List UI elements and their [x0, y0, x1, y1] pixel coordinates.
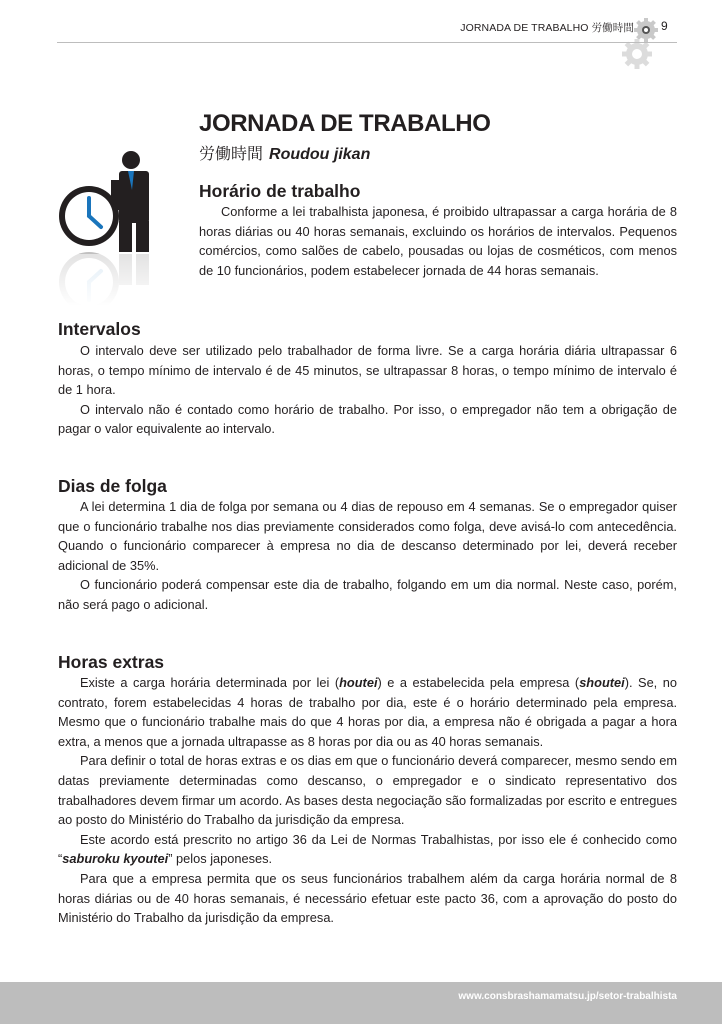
paragraph: O intervalo não é contado como horário de trabalho. Por isso, o empregador não tem a obrigação de pagar o valor equivalente ao intervalo.	[58, 401, 677, 437]
worker-clock-icon	[55, 150, 155, 306]
chapter-subtitle	[199, 141, 370, 164]
chapter-title: JORNADA DE TRABALHO	[199, 110, 491, 137]
section-body-intervalos	[58, 341, 677, 439]
section-body-folga	[58, 497, 677, 615]
term-shoutei: shoutei	[579, 675, 625, 690]
term-saburoku-kyoutei: saburoku kyoutei	[62, 851, 169, 867]
paragraph: Para que a empresa permita que os seus funcionários trabalhem além da carga horária normal de 8 horas diárias ou de 40 horas semanais, é necessário efetuar este pacto 36, com a aprovação do posto do Ministério do Trabalho da jurisdição da empresa.	[58, 870, 677, 926]
paragraph: Conforme a lei trabalhista japonesa, é proibido ultrapassar a carga horária de 8 horas diárias ou 40 horas semanais, excluindo os horários de intervalos. Pequenos comércios, como salões de cabelo, pousadas ou lojas de cosméticos, com menos de 10 funcionários, podem estabelecer jornada de 44 horas semanais.	[199, 204, 677, 278]
page-number: 9	[661, 19, 668, 33]
section-body-extras	[58, 673, 677, 928]
paragraph: Este acordo está prescrito no artigo 36 da Lei de Normas Trabalhistas, por isso ele é conhecido como “saburoku kyoutei” pelos japoneses.	[58, 831, 677, 867]
footer-bar	[0, 982, 722, 1024]
header-divider	[57, 42, 677, 43]
paragraph: O funcionário poderá compensar este dia de trabalho, folgando em um dia normal. Neste caso, porém, não será pago o adicional.	[58, 577, 677, 612]
section-heading-intervalos: Intervalos	[58, 319, 141, 339]
paragraph: Existe a carga horária determinada por lei (houtei) e a estabelecida pela empresa (shoutei). Se, no contrato, forem estabelecidas 4 horas de trabalho por dia, este é o horário determinado pela empresa. Mesmo que o funcionário trabalhe mais do que 4 horas por dia, a empresa não é obrigada a pagar a hora extra, a menos que a jornada ultrapasse as 8 horas por dia ou as 40 horas semanais.	[58, 675, 677, 749]
paragraph: A lei determina 1 dia de folga por semana ou 4 dias de repouso em 4 semanas. Se o empregador quiser que o funcionário trabalhe nos dias previamente considerados como folga, deve avisá-lo com antecedência. Quando o funcionário comparecer à empresa no dia de descanso determinado por lei, deverá receber adicional de 35%.	[58, 499, 677, 573]
footer-url-link[interactable]: www.consbrashamamatsu.jp/setor-trabalhista	[458, 991, 677, 1002]
section-heading-folga: Dias de folga	[58, 476, 167, 496]
paragraph: Para definir o total de horas extras e os dias em que o funcionário deverá comparecer, mesmo sendo em datas previamente determinadas como descanso, o empregador e o sindicato representativo dos trabalhadores devem firmar um acordo. As bases desta negociação são formalizadas por escrito e entregues ao posto do Ministério do Trabalho da jurisdição da empresa.	[58, 753, 677, 828]
chapter-romaji: Roudou jikan	[269, 146, 371, 163]
section-heading-horario: Horário de trabalho	[199, 181, 361, 201]
section-heading-extras: Horas extras	[58, 652, 165, 672]
section-body-horario	[199, 202, 677, 280]
gear-icon	[614, 12, 664, 74]
chapter-japanese: 労働時間	[199, 146, 264, 163]
running-header: JORNADA DE TRABALHO 労働時間	[460, 22, 634, 34]
paragraph: O intervalo deve ser utilizado pelo trabalhador de forma livre. Se a carga horária diária ultrapassar 6 horas, o tempo mínimo de intervalo é de 45 minutos, se ultrapassar 8 horas, o tempo mínimo de intervalo é de 1 hora.	[58, 343, 677, 398]
term-houtei: houtei	[339, 675, 378, 690]
